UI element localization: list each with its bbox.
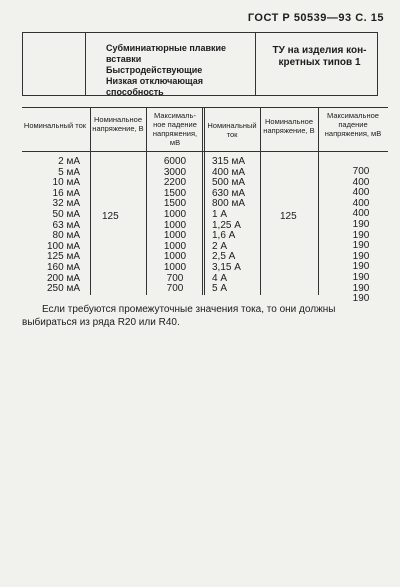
table-cell: 80 мА bbox=[52, 230, 80, 242]
right-drop-column bbox=[338, 167, 384, 305]
left-voltage-value: 125 bbox=[102, 211, 119, 222]
table-cell: 700 bbox=[352, 166, 370, 177]
table-cell: 190 bbox=[352, 271, 370, 283]
right-voltage-value: 125 bbox=[280, 211, 297, 222]
page-header: ГОСТ Р 50539—93 С. 15 bbox=[247, 12, 384, 24]
fuse-title-line: Низкая отключающая способность bbox=[106, 76, 204, 97]
header-max-drop-right: Максимальное падение напряжения, мВ bbox=[324, 111, 382, 138]
table-cell: 1,6 А bbox=[212, 230, 236, 242]
table-cell: 190 bbox=[352, 261, 370, 273]
table-cell: 2 мА bbox=[58, 156, 80, 167]
table-cell: 3,15 А bbox=[212, 261, 241, 273]
table-cell: 190 bbox=[352, 229, 370, 241]
header-rated-voltage-right: Номинальное напряжение, В bbox=[263, 117, 315, 135]
table-cell: 50 мА bbox=[52, 208, 80, 220]
table-cell: 1,25 А bbox=[212, 219, 241, 231]
table-cell: 1000 bbox=[163, 251, 187, 263]
fuse-title-line: Быстродействующие bbox=[106, 65, 203, 75]
table-cell: 630 мА bbox=[212, 187, 246, 199]
table-cell: 1000 bbox=[163, 208, 187, 220]
table-cell: 1500 bbox=[163, 198, 187, 210]
column-rule bbox=[146, 107, 147, 295]
table-cell: 160 мА bbox=[46, 261, 80, 273]
table-cell: 63 мА bbox=[52, 219, 80, 231]
table-cell: 4 А bbox=[212, 272, 228, 284]
header-rated-current-left: Номинальный ток bbox=[23, 121, 87, 130]
column-double-rule bbox=[202, 107, 205, 295]
column-rule bbox=[318, 107, 319, 295]
table-cell: 190 bbox=[352, 282, 370, 294]
column-rule bbox=[260, 107, 261, 295]
table-cell: 2,5 А bbox=[212, 251, 236, 263]
table-cell: 190 bbox=[352, 218, 370, 230]
table-cell: 400 мА bbox=[212, 166, 246, 178]
table-cell: 700 bbox=[166, 272, 184, 284]
header-rated-current-right: Номинальный ток bbox=[207, 121, 257, 139]
table-cell: 190 bbox=[352, 240, 370, 252]
table-cell: 1000 bbox=[163, 230, 187, 242]
fuse-ratings-table bbox=[22, 107, 388, 305]
table-cell: 2200 bbox=[163, 177, 187, 189]
tu-line: кретных типов 1 bbox=[278, 57, 361, 68]
table-cell: 1500 bbox=[163, 187, 187, 199]
footnote-text: Если требуются промежуточные значения тока, то они должны выбираться из ряда R20 или R40. bbox=[22, 304, 336, 328]
table-cell: 800 мА bbox=[212, 198, 246, 210]
table-cell: 32 мА bbox=[52, 198, 80, 210]
table-cell: 3000 bbox=[163, 166, 187, 178]
table-cell: 10 мА bbox=[52, 177, 80, 189]
blank-cell bbox=[23, 33, 86, 95]
table-cell: 16 мА bbox=[52, 187, 80, 199]
fuse-description bbox=[86, 33, 256, 95]
table-cell: 315 мА bbox=[212, 156, 246, 167]
table-cell: 1000 bbox=[163, 219, 187, 231]
table-cell: 1000 bbox=[163, 240, 187, 252]
left-current-column bbox=[26, 157, 80, 295]
table-cell: 500 мА bbox=[212, 177, 246, 189]
table-top-rule bbox=[22, 107, 388, 108]
table-cell: 5 мА bbox=[58, 166, 80, 178]
header-rule bbox=[22, 151, 388, 152]
table-cell: 190 bbox=[352, 250, 370, 262]
table-cell: 400 bbox=[352, 176, 370, 188]
left-drop-column bbox=[152, 157, 198, 295]
tu-reference bbox=[256, 33, 377, 95]
table-cell: 400 bbox=[352, 208, 370, 220]
table-cell: 100 мА bbox=[46, 240, 80, 252]
table-cell: 2 А bbox=[212, 240, 228, 252]
table-cell: 250 мА bbox=[46, 283, 80, 295]
right-current-column bbox=[212, 157, 258, 295]
fuse-title-line: Субминиатюрные плавкие вставки bbox=[106, 43, 227, 64]
table-cell: 700 bbox=[166, 283, 184, 295]
table-cell: 1000 bbox=[163, 261, 187, 273]
table-cell: 400 bbox=[352, 187, 370, 199]
fuse-category-box bbox=[22, 32, 378, 96]
table-cell: 5 А bbox=[212, 283, 228, 295]
tu-line: ТУ на изделия кон- bbox=[272, 45, 367, 56]
table-cell: 125 мА bbox=[46, 251, 80, 263]
column-rule bbox=[90, 107, 91, 295]
header-max-drop-left: Максималь-ное падение напряжения, мВ bbox=[152, 111, 198, 147]
table-cell: 1 А bbox=[212, 208, 228, 220]
table-cell: 400 bbox=[352, 197, 370, 209]
table-cell: 6000 bbox=[163, 156, 187, 167]
table-cell: 190 bbox=[352, 293, 370, 305]
table-cell: 200 мА bbox=[46, 272, 80, 284]
header-rated-voltage-left: Номинальное напряжение, В bbox=[92, 115, 144, 133]
